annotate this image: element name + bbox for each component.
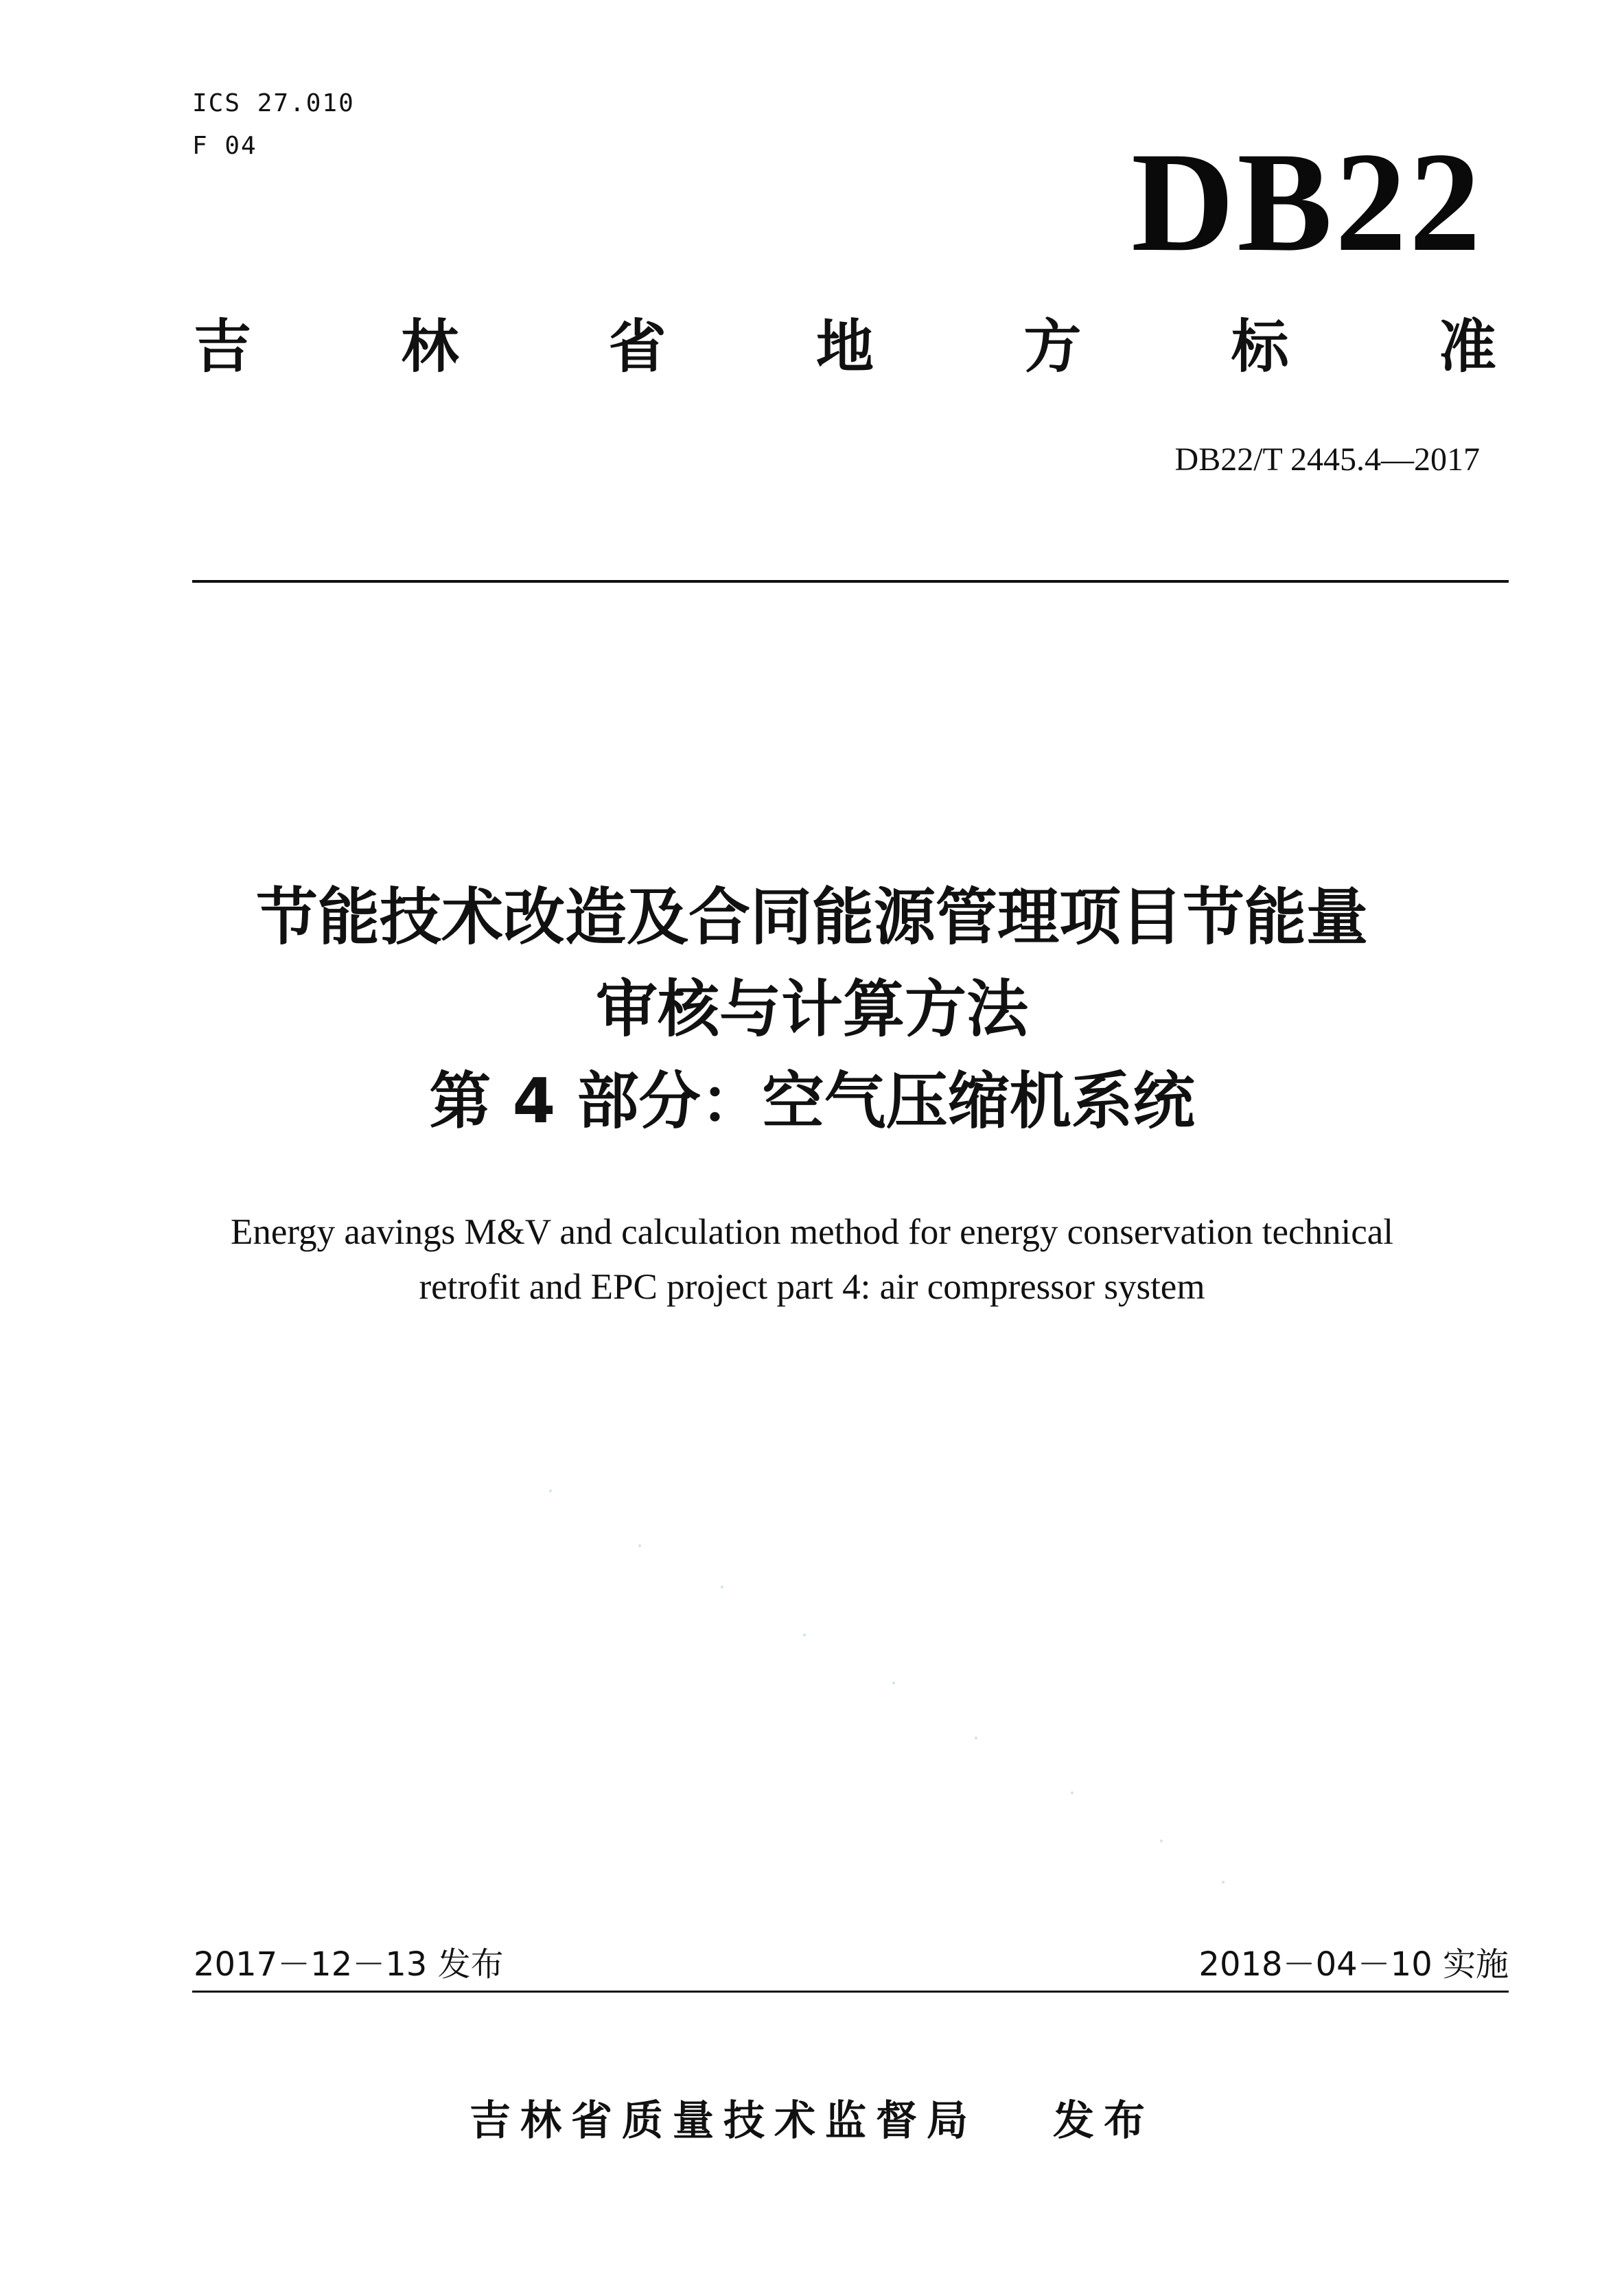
chinese-title-line-1: 节能技术改造及合同能源管理项目节能量 [256,881,1368,953]
scan-speckle [803,1634,806,1636]
chinese-title [0,872,1624,1148]
ccs-code: F 04 [192,132,257,160]
standard-type-char: 林 [401,313,459,380]
bottom-divider [192,1991,1509,1993]
standard-type-char: 准 [1438,313,1496,380]
english-title-line-2: retrofit and EPC project part 4: air compressor system [419,1267,1205,1307]
scan-speckle [721,1586,723,1588]
scan-speckle [1160,1840,1163,1842]
issue-date: 2017－12－13 发布 [194,1945,504,1984]
standard-type-char: 省 [608,313,666,380]
standard-type-char: 标 [1231,313,1289,380]
scan-speckle [1071,1791,1074,1794]
top-divider [192,580,1509,583]
standard-number: DB22/T 2445.4—2017 [1174,441,1480,478]
date-row [194,1943,1509,1986]
classification-codes [192,82,355,167]
standard-type-heading [194,312,1496,381]
chinese-title-line-2: 审核与计算方法 [596,973,1028,1045]
issuer-name: 吉林省质量技术监督局 [469,2097,977,2145]
scan-speckle [892,1682,895,1684]
english-title-line-1: Energy aavings M&V and calculation method for energy conservation technical [230,1212,1393,1252]
scan-speckle [549,1489,552,1492]
standard-type-char: 方 [1023,313,1082,380]
scan-speckle [975,1737,977,1739]
standard-type-char: 地 [815,313,874,380]
scan-speckle [638,1544,641,1547]
implementation-date: 2018－04－10 实施 [1198,1945,1509,1984]
db-logo: DB22 [1131,123,1483,281]
english-title [0,1205,1624,1314]
scan-speckle [1222,1881,1225,1883]
issuer-line [0,2094,1624,2148]
ics-code: ICS 27.010 [192,89,355,117]
issue-action: 发布 [1053,2097,1155,2145]
chinese-title-line-3: 第 4 部分：空气压缩机系统 [429,1065,1195,1137]
standard-type-char: 吉 [194,313,252,380]
